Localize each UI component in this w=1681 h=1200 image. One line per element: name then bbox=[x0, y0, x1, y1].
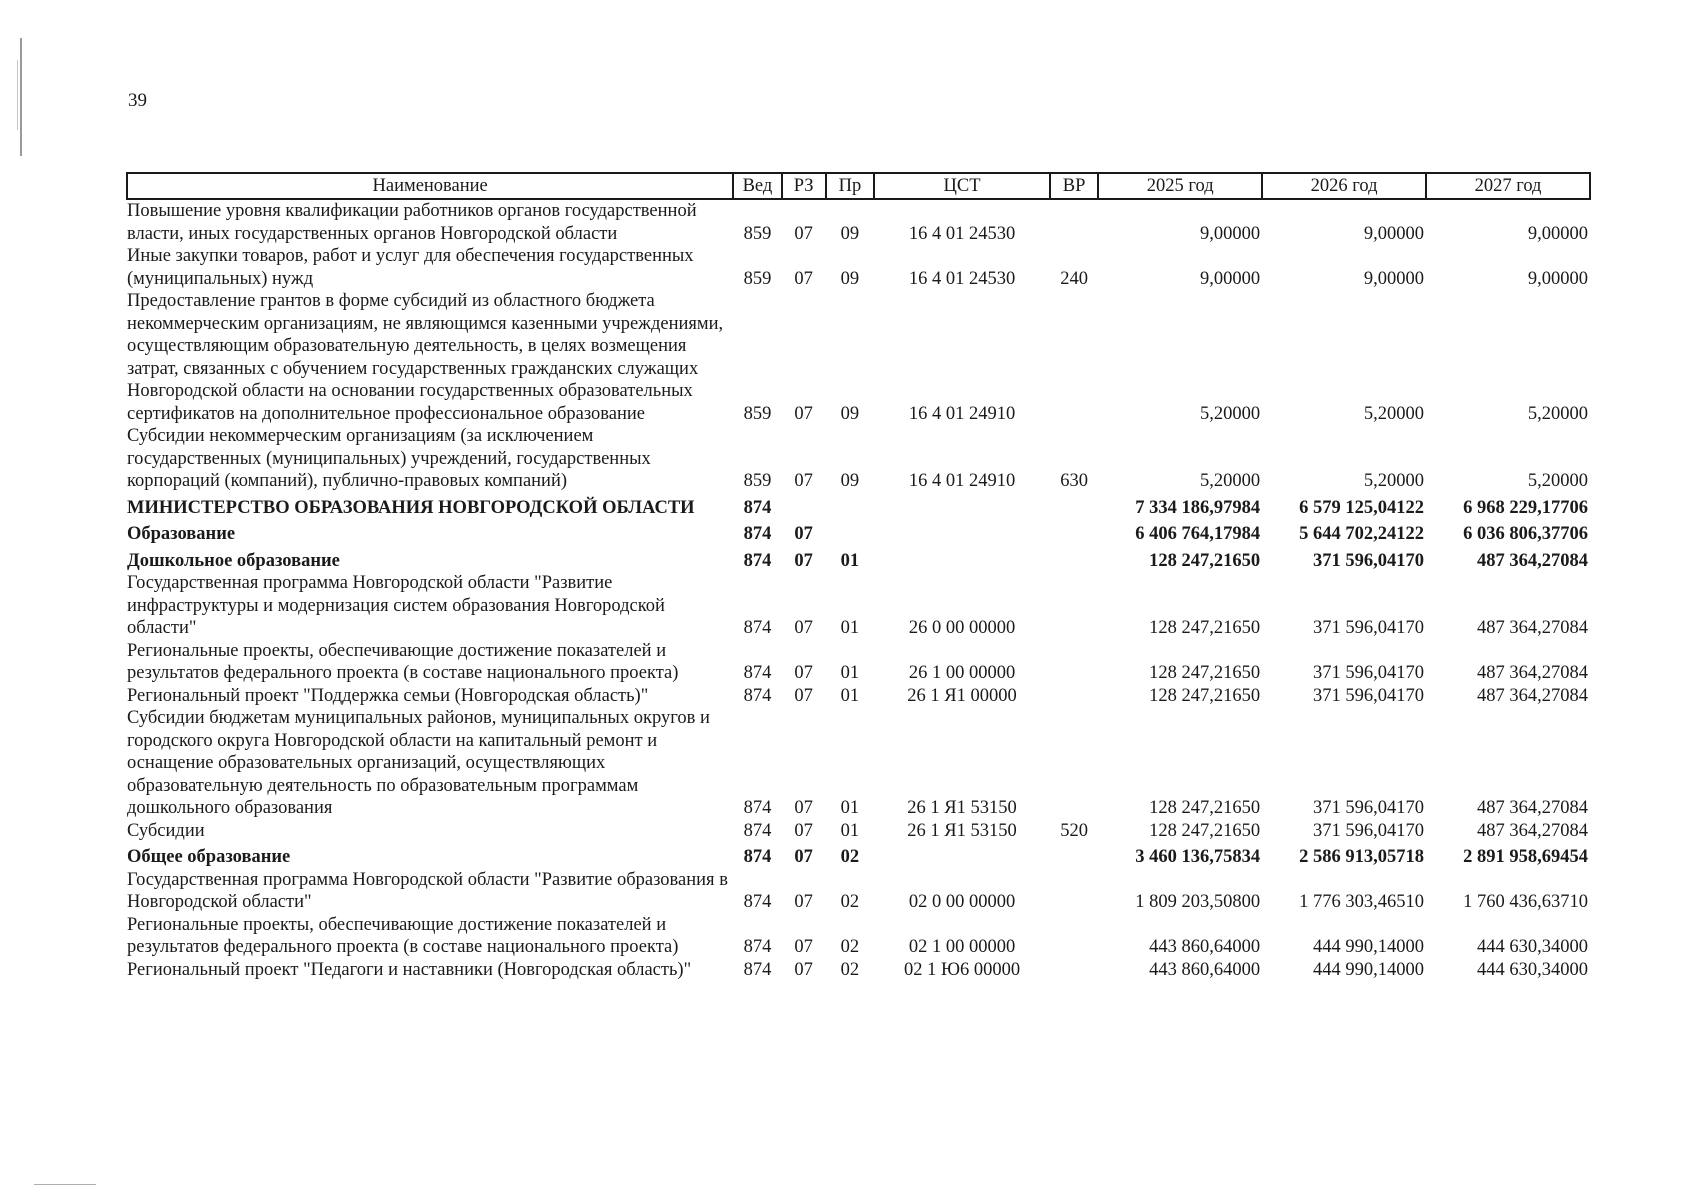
row-2025: 128 247,21650 bbox=[1149, 798, 1261, 818]
row-pr: 02 bbox=[840, 892, 860, 912]
scan-edge-mark bbox=[20, 38, 22, 156]
table-body bbox=[127, 199, 1590, 981]
row-ved: 859 bbox=[743, 403, 772, 424]
row-rz: 07 bbox=[794, 937, 813, 957]
row-2026: 371 596,04170 bbox=[1313, 685, 1425, 706]
table-row bbox=[127, 493, 1590, 520]
table-row bbox=[127, 959, 1590, 982]
row-pr: 09 bbox=[840, 223, 860, 244]
row-2025: 128 247,21650 bbox=[1149, 663, 1261, 683]
row-name: Государственная программа Новгородской области "Развитие образования в Новгородской области" bbox=[127, 869, 728, 912]
row-vr bbox=[1050, 199, 1098, 245]
table-row bbox=[127, 245, 1590, 290]
row-cst bbox=[874, 842, 1050, 869]
row-name: Иные закупки товаров, работ и услуг для обеспечения государственных (муниципальных) нужд bbox=[127, 246, 694, 289]
row-pr: 01 bbox=[840, 685, 860, 706]
row-ved: 874 bbox=[743, 959, 772, 980]
table-row bbox=[127, 707, 1590, 820]
row-2025: 6 406 764,17984 bbox=[1135, 524, 1261, 544]
row-2025: 1 809 203,50800 bbox=[1135, 892, 1261, 912]
table-row bbox=[127, 842, 1590, 869]
row-pr: 01 bbox=[840, 663, 860, 683]
row-cst: 26 1 Я1 53150 bbox=[907, 820, 1017, 841]
row-2027: 444 630,34000 bbox=[1477, 959, 1588, 980]
budget-table bbox=[126, 172, 1591, 981]
row-ved: 874 bbox=[743, 550, 772, 571]
row-2025: 443 860,64000 bbox=[1149, 959, 1261, 980]
row-cst: 02 0 00 00000 bbox=[908, 892, 1016, 912]
row-2026: 2 586 913,05718 bbox=[1299, 847, 1425, 867]
row-2025: 5,20000 bbox=[1200, 403, 1261, 424]
row-rz: 07 bbox=[794, 618, 813, 638]
row-2027: 5,20000 bbox=[1527, 403, 1588, 424]
row-cst: 16 4 01 24910 bbox=[908, 403, 1016, 424]
row-2026: 1 776 303,46510 bbox=[1299, 892, 1425, 912]
row-vr bbox=[1050, 519, 1098, 546]
header-2026: 2026 год bbox=[1262, 173, 1426, 199]
row-cst: 26 1 Я1 53150 bbox=[907, 798, 1017, 818]
row-name: Повышение уровня квалификации работников органов государственной власти, иных государственных органов Новгородской области bbox=[127, 201, 697, 244]
row-rz: 07 bbox=[794, 847, 813, 867]
row-2027: 5,20000 bbox=[1527, 471, 1588, 491]
scan-edge-mark bbox=[34, 1184, 96, 1185]
row-2026: 371 596,04170 bbox=[1313, 550, 1425, 571]
row-2025: 9,00000 bbox=[1200, 223, 1261, 244]
row-vr bbox=[1050, 572, 1098, 640]
row-pr: 09 bbox=[840, 268, 860, 289]
row-2026: 444 990,14000 bbox=[1313, 959, 1425, 980]
row-2027: 9,00000 bbox=[1527, 268, 1588, 289]
row-2026: 5 644 702,24122 bbox=[1299, 524, 1425, 544]
row-2025: 128 247,21650 bbox=[1149, 550, 1261, 571]
row-pr: 01 bbox=[840, 820, 860, 841]
row-cst: 16 4 01 24910 bbox=[908, 471, 1016, 491]
row-2027: 6 036 806,37706 bbox=[1463, 524, 1588, 544]
row-ved: 859 bbox=[743, 471, 772, 491]
row-pr: 02 bbox=[840, 847, 860, 867]
row-2026: 5,20000 bbox=[1363, 403, 1425, 424]
table-header-row bbox=[127, 173, 1590, 199]
row-2026: 371 596,04170 bbox=[1313, 798, 1425, 818]
table-row bbox=[127, 425, 1590, 493]
row-rz bbox=[782, 493, 826, 520]
row-pr bbox=[826, 519, 874, 546]
row-rz: 07 bbox=[794, 471, 813, 491]
row-pr: 09 bbox=[840, 471, 860, 491]
row-ved: 874 bbox=[743, 820, 772, 841]
row-ved: 874 bbox=[743, 685, 772, 706]
row-name: Дошкольное образование bbox=[127, 550, 340, 571]
row-rz: 07 bbox=[794, 820, 813, 841]
row-ved: 874 bbox=[743, 798, 772, 818]
row-2026: 9,00000 bbox=[1363, 268, 1425, 289]
table-row bbox=[127, 519, 1590, 546]
table-row bbox=[127, 685, 1590, 708]
row-name: Региональный проект "Поддержка семьи (Новгородская область)" bbox=[127, 685, 649, 706]
row-name: Субсидии некоммерческим организациям (за исключением государственных (муниципальных) учреждений, государственных корпораций (компаний), публично-правовых компаний) bbox=[127, 426, 651, 491]
row-cst: 16 4 01 24530 bbox=[908, 223, 1016, 244]
row-2025: 443 860,64000 bbox=[1149, 937, 1261, 957]
row-name: Субсидии bbox=[127, 820, 205, 841]
row-vr bbox=[1050, 640, 1098, 685]
table-row bbox=[127, 640, 1590, 685]
row-vr: 520 bbox=[1060, 820, 1088, 841]
row-cst: 16 4 01 24530 bbox=[908, 268, 1016, 289]
row-2027: 487 364,27084 bbox=[1477, 820, 1588, 841]
row-name: Региональные проекты, обеспечивающие достижение показателей и результатов федерального проекта (в составе национального проекта) bbox=[127, 640, 679, 683]
table-row bbox=[127, 290, 1590, 425]
header-cst: ЦСТ bbox=[874, 173, 1050, 199]
row-name: Региональный проект "Педагоги и наставники (Новгородская область)" bbox=[127, 959, 692, 980]
table-row bbox=[127, 914, 1590, 959]
row-cst bbox=[874, 546, 1050, 573]
row-2025: 9,00000 bbox=[1200, 268, 1261, 289]
row-vr bbox=[1050, 707, 1098, 820]
table-row bbox=[127, 199, 1590, 245]
row-ved: 859 bbox=[743, 268, 772, 289]
row-rz: 07 bbox=[794, 892, 813, 912]
row-2025: 3 460 136,75834 bbox=[1135, 847, 1261, 867]
table-row bbox=[127, 546, 1590, 573]
row-cst: 26 1 Я1 00000 bbox=[907, 685, 1017, 706]
row-ved: 874 bbox=[743, 524, 772, 544]
row-vr bbox=[1050, 842, 1098, 869]
row-pr bbox=[826, 493, 874, 520]
row-2027: 9,00000 bbox=[1527, 223, 1588, 244]
row-rz: 07 bbox=[794, 223, 813, 244]
row-2027: 487 364,27084 bbox=[1477, 618, 1588, 638]
row-rz: 07 bbox=[794, 524, 813, 544]
row-pr: 09 bbox=[840, 403, 860, 424]
row-2027: 487 364,27084 bbox=[1477, 685, 1588, 706]
table-row bbox=[127, 869, 1590, 914]
row-pr: 02 bbox=[840, 937, 860, 957]
row-rz: 07 bbox=[794, 663, 813, 683]
row-cst: 26 1 00 00000 bbox=[908, 663, 1016, 683]
row-cst: 26 0 00 00000 bbox=[908, 618, 1016, 638]
row-name: Общее образование bbox=[127, 847, 291, 867]
row-cst: 02 1 Ю6 00000 bbox=[903, 959, 1021, 980]
row-2027: 2 891 958,69454 bbox=[1463, 847, 1588, 867]
header-rz: РЗ bbox=[782, 173, 826, 199]
row-vr bbox=[1050, 546, 1098, 573]
row-vr bbox=[1050, 290, 1098, 425]
row-ved: 874 bbox=[743, 663, 772, 683]
row-cst: 02 1 00 00000 bbox=[908, 937, 1016, 957]
page-number: 39 bbox=[128, 90, 147, 111]
row-2027: 487 364,27084 bbox=[1477, 663, 1588, 683]
header-pr: Пр bbox=[826, 173, 874, 199]
row-rz: 07 bbox=[794, 685, 813, 706]
row-pr: 01 bbox=[840, 618, 860, 638]
row-name: Предоставление грантов в форме субсидий из областного бюджета некоммерческим организациям, не являющимся казенными учреждениями, осуществляющим образовательную деятельность, в целях возмещения затрат, связанных с обучением государственных гражданских служащих Новгородской области на основании государственных образовательных сертификатов на дополнительное профессиональное образование bbox=[127, 291, 724, 424]
row-pr: 01 bbox=[840, 550, 860, 571]
row-pr: 02 bbox=[840, 959, 860, 980]
row-vr bbox=[1050, 959, 1098, 982]
row-name: Субсидии бюджетам муниципальных районов, муниципальных округов и городского округа Новгородской области на капитальный ремонт и оснащение образовательных организаций, осуществляющих образовательную деятельность по образовательным программам дошкольного образования bbox=[127, 708, 710, 818]
row-2026: 371 596,04170 bbox=[1313, 820, 1425, 841]
header-vr: ВР bbox=[1050, 173, 1098, 199]
row-ved: 874 bbox=[743, 937, 772, 957]
row-pr: 01 bbox=[840, 798, 860, 818]
row-cst bbox=[874, 493, 1050, 520]
row-rz: 07 bbox=[794, 959, 813, 980]
row-name: Региональные проекты, обеспечивающие достижение показателей и результатов федерального проекта (в составе национального проекта) bbox=[127, 914, 679, 957]
row-name: МИНИСТЕРСТВО ОБРАЗОВАНИЯ НОВГОРОДСКОЙ ОБЛАСТИ bbox=[127, 497, 695, 518]
row-cst bbox=[874, 519, 1050, 546]
table-row bbox=[127, 572, 1590, 640]
row-vr: 240 bbox=[1060, 268, 1088, 289]
row-rz: 07 bbox=[794, 268, 813, 289]
row-2027: 6 968 229,17706 bbox=[1463, 497, 1588, 518]
scan-edge-mark bbox=[17, 60, 18, 130]
row-2026: 9,00000 bbox=[1363, 223, 1425, 244]
row-2026: 371 596,04170 bbox=[1313, 618, 1425, 638]
row-2026: 5,20000 bbox=[1363, 471, 1425, 491]
row-2026: 444 990,14000 bbox=[1313, 937, 1425, 957]
row-rz: 07 bbox=[794, 403, 813, 424]
row-name: Образование bbox=[127, 524, 236, 544]
row-ved: 874 bbox=[743, 618, 772, 638]
row-2027: 487 364,27084 bbox=[1477, 550, 1588, 571]
row-vr bbox=[1050, 914, 1098, 959]
row-vr bbox=[1050, 869, 1098, 914]
header-ved: Вед bbox=[733, 173, 781, 199]
row-rz: 07 bbox=[794, 798, 813, 818]
row-vr bbox=[1050, 685, 1098, 708]
row-2025: 128 247,21650 bbox=[1149, 618, 1261, 638]
row-2027: 1 760 436,63710 bbox=[1463, 892, 1588, 912]
row-ved: 874 bbox=[743, 497, 772, 518]
row-name: Государственная программа Новгородской области "Развитие инфраструктуры и модернизация систем образования Новгородской области" bbox=[127, 573, 665, 638]
header-2027: 2027 год bbox=[1426, 173, 1590, 199]
row-vr: 630 bbox=[1060, 471, 1088, 491]
header-2025: 2025 год bbox=[1098, 173, 1262, 199]
row-ved: 874 bbox=[743, 892, 772, 912]
row-2026: 371 596,04170 bbox=[1313, 663, 1425, 683]
row-2026: 6 579 125,04122 bbox=[1299, 497, 1425, 518]
row-ved: 859 bbox=[743, 223, 772, 244]
table-row bbox=[127, 820, 1590, 843]
row-ved: 874 bbox=[743, 847, 772, 867]
row-rz: 07 bbox=[794, 550, 813, 571]
row-2025: 128 247,21650 bbox=[1149, 685, 1261, 706]
header-name: Наименование bbox=[127, 173, 733, 199]
row-2027: 444 630,34000 bbox=[1477, 937, 1588, 957]
row-2025: 5,20000 bbox=[1200, 471, 1261, 491]
row-vr bbox=[1050, 493, 1098, 520]
row-2025: 128 247,21650 bbox=[1149, 820, 1261, 841]
row-2027: 487 364,27084 bbox=[1477, 798, 1588, 818]
row-2025: 7 334 186,97984 bbox=[1135, 497, 1261, 518]
